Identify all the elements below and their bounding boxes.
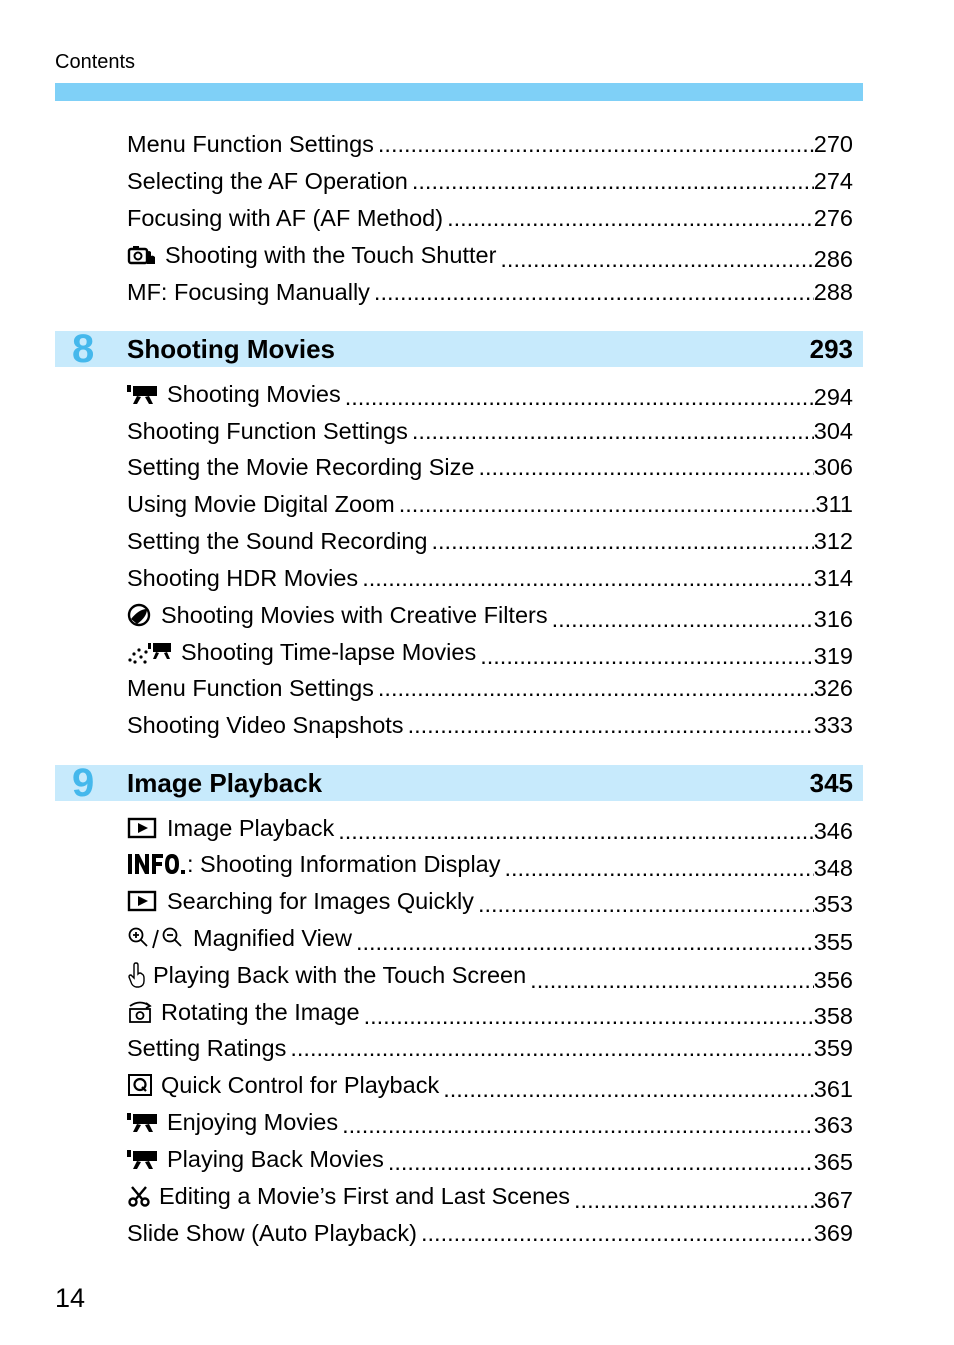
- chapter-title: Image Playback: [127, 768, 323, 798]
- chapter-page: 345: [809, 768, 853, 798]
- entry-title: Setting the Movie Recording Size: [127, 454, 475, 480]
- toc-entry[interactable]: [127, 238, 853, 272]
- entry-page: 319: [813, 643, 853, 669]
- toc-entry[interactable]: [127, 847, 853, 881]
- toc-entry[interactable]: [127, 450, 853, 484]
- entry-page: 314: [813, 565, 853, 591]
- time-lapse-icon: [127, 640, 173, 664]
- entry-title: Menu Function Settings: [127, 675, 374, 701]
- toc-entry[interactable]: [127, 635, 853, 669]
- entry-page: 276: [813, 205, 853, 231]
- entry-title: Shooting Function Settings: [127, 418, 408, 444]
- toc-entry[interactable]: [127, 811, 853, 845]
- leader-dots: [476, 639, 814, 673]
- leader-dots: [358, 561, 814, 595]
- entry-title: Selecting the AF Operation: [127, 168, 408, 194]
- leader-dots: [474, 887, 814, 921]
- toc-entry[interactable]: [127, 1105, 853, 1139]
- toc-entry[interactable]: [127, 561, 853, 595]
- toc-entry[interactable]: [127, 524, 853, 558]
- entry-page: 356: [813, 967, 853, 993]
- entry-page: 333: [813, 712, 853, 738]
- entry-title: Setting the Sound Recording: [127, 528, 428, 554]
- entry-page: 369: [813, 1220, 853, 1246]
- leader-dots: [501, 851, 814, 885]
- entry-page: 274: [813, 168, 853, 194]
- leader-dots: [384, 1145, 814, 1179]
- chapter-header-8[interactable]: [55, 327, 863, 371]
- leader-dots: [395, 487, 816, 521]
- leader-dots: [374, 127, 814, 161]
- entry-page: 294: [813, 384, 853, 410]
- header-label: Contents: [55, 51, 136, 73]
- entry-page: 346: [813, 818, 853, 844]
- entry-page: 304: [813, 418, 853, 444]
- entry-title: Shooting with the Touch Shutter: [165, 242, 497, 268]
- quick-control-icon: [127, 1073, 153, 1097]
- entry-page: 358: [813, 1003, 853, 1029]
- entry-page: 326: [813, 675, 853, 701]
- leader-dots: [370, 275, 814, 309]
- entry-page: 359: [813, 1035, 853, 1061]
- entry-title: MF: Focusing Manually: [127, 279, 370, 305]
- entry-title: Menu Function Settings: [127, 131, 374, 157]
- entry-page: 353: [813, 891, 853, 917]
- movie-camera-icon: [127, 383, 159, 405]
- toc-entry[interactable]: [127, 708, 853, 742]
- chapter-header-9[interactable]: [55, 761, 863, 805]
- entry-page: 306: [813, 454, 853, 480]
- toc-entry[interactable]: [127, 1179, 853, 1213]
- entry-title: Rotating the Image: [161, 999, 360, 1025]
- creative-filter-icon: [127, 603, 153, 627]
- entry-page: 365: [813, 1149, 853, 1175]
- header-bar: [55, 83, 863, 101]
- leader-dots: [417, 1216, 814, 1250]
- toc-entry[interactable]: [127, 487, 853, 521]
- entry-page: 348: [813, 855, 853, 881]
- leader-dots: [428, 524, 814, 558]
- entry-title: Shooting HDR Movies: [127, 565, 359, 591]
- toc-entry[interactable]: [127, 1142, 853, 1176]
- leader-dots: [570, 1183, 814, 1217]
- entry-title: Slide Show (Auto Playback): [127, 1220, 417, 1246]
- toc-entry[interactable]: [127, 921, 853, 955]
- playback-icon: [127, 817, 159, 839]
- leader-dots: [352, 925, 814, 959]
- leader-dots: [374, 671, 814, 705]
- entry-title: Magnified View: [193, 925, 352, 951]
- entry-title: Focusing with AF (AF Method): [127, 205, 444, 231]
- page-number: 14: [55, 1283, 86, 1313]
- entry-page: 288: [813, 279, 853, 305]
- entry-page: 286: [813, 246, 853, 272]
- entry-title: Shooting Movies: [167, 381, 341, 407]
- toc-entry[interactable]: [127, 1216, 853, 1250]
- leader-dots: [548, 602, 814, 636]
- entry-page: 363: [813, 1112, 853, 1138]
- entry-title: Editing a Movie’s First and Last Scenes: [159, 1183, 571, 1209]
- toc-entry[interactable]: [127, 598, 853, 632]
- entry-page: 367: [813, 1187, 853, 1213]
- leader-dots: [496, 242, 813, 276]
- touch-shutter-icon: [127, 243, 157, 267]
- leader-dots: [439, 1072, 814, 1106]
- leader-dots: [443, 201, 814, 235]
- chapter-page: 293: [809, 334, 853, 364]
- leader-dots: [341, 380, 814, 414]
- leader-dots: [526, 963, 814, 997]
- entry-page: 312: [813, 528, 853, 554]
- leader-dots: [338, 1108, 814, 1142]
- toc-entry[interactable]: [127, 671, 853, 705]
- toc-entry[interactable]: [127, 127, 853, 161]
- toc-entry[interactable]: [127, 275, 853, 309]
- scissors-icon: [127, 1184, 151, 1208]
- entry-title: Enjoying Movies: [167, 1109, 339, 1135]
- movie-camera-icon: [127, 1148, 159, 1170]
- leader-dots: [408, 164, 814, 198]
- entry-title: Using Movie Digital Zoom: [127, 491, 395, 517]
- toc-entry[interactable]: [127, 958, 853, 992]
- touch-hand-icon: [127, 962, 147, 988]
- entry-title: Setting Ratings: [127, 1035, 287, 1061]
- entry-title: Shooting Movies with Creative Filters: [161, 602, 548, 628]
- entry-title: : Shooting Information Display: [187, 851, 501, 877]
- leader-dots: [360, 999, 814, 1033]
- toc-entry[interactable]: [127, 1068, 853, 1102]
- entry-page: 316: [813, 606, 853, 632]
- chapter-number: 8: [72, 327, 95, 371]
- leader-dots: [286, 1031, 813, 1065]
- info-icon: [127, 852, 185, 876]
- leader-dots: [404, 708, 814, 742]
- leader-dots: [408, 414, 814, 448]
- entry-page: 270: [813, 131, 853, 157]
- toc-entry[interactable]: [127, 377, 853, 411]
- entry-page: 311: [815, 491, 853, 517]
- chapter-number: 9: [72, 761, 95, 805]
- movie-camera-icon: [127, 1111, 159, 1133]
- toc-entry[interactable]: [127, 201, 853, 235]
- toc-entry[interactable]: [127, 884, 853, 918]
- entry-page: 355: [813, 929, 853, 955]
- chapter-title: Shooting Movies: [127, 334, 335, 364]
- leader-dots: [474, 450, 813, 484]
- entry-title: Searching for Images Quickly: [167, 888, 474, 914]
- toc-entry[interactable]: [127, 1031, 853, 1065]
- rotate-icon: [127, 1000, 153, 1024]
- entry-title: Shooting Time-lapse Movies: [181, 639, 477, 665]
- entry-title: Quick Control for Playback: [161, 1072, 440, 1098]
- entry-title: Playing Back Movies: [167, 1146, 384, 1172]
- entry-title: Image Playback: [167, 815, 335, 841]
- entry-page: 361: [813, 1076, 853, 1102]
- toc-entry[interactable]: [127, 164, 853, 198]
- toc-entry[interactable]: [127, 414, 853, 448]
- entry-title: Shooting Video Snapshots: [127, 712, 404, 738]
- toc-entry[interactable]: [127, 995, 853, 1029]
- playback-icon: [127, 890, 159, 912]
- entry-title: Playing Back with the Touch Screen: [153, 962, 527, 988]
- leader-dots: [334, 814, 814, 848]
- magnify-icon: [127, 926, 185, 950]
